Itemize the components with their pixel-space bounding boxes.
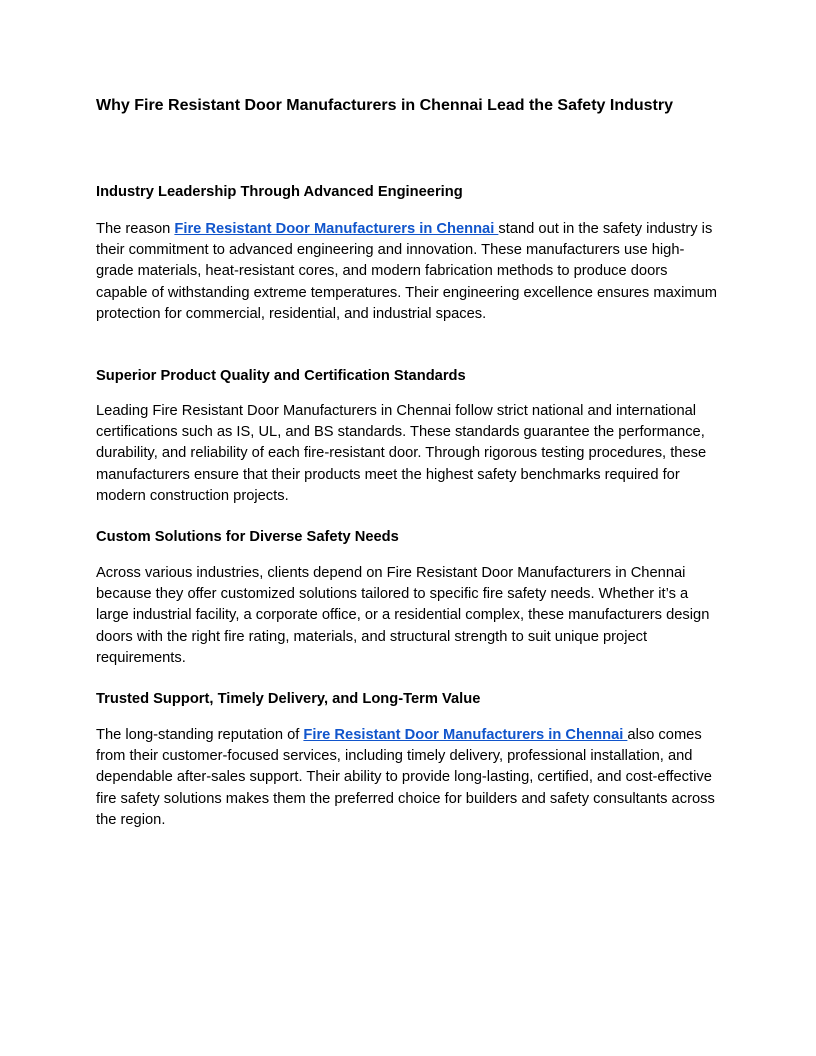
section-heading-custom: Custom Solutions for Diverse Safety Needs — [96, 529, 399, 545]
fire-door-manufacturers-link[interactable]: Fire Resistant Door Manufacturers in Chennai — [303, 727, 628, 743]
section-body-custom: Across various industries, clients depend on Fire Resistant Door Manufacturers in Chennai because they offer customized solutions tailored to specific fire safety needs. Whether it’s a large industrial facility, a corporate office, or a residential complex, these manufacturers design doors with the right fire rating, materials, and structural strength to suit unique project requirements. — [96, 565, 710, 666]
section-heading-support: Trusted Support, Timely Delivery, and Long-Term Value — [96, 691, 481, 707]
section-body-support — [96, 725, 720, 831]
document-title: Why Fire Resistant Door Manufacturers in Chennai Lead the Safety Industry — [96, 97, 673, 114]
body-text: The long-standing reputation of — [96, 727, 304, 743]
section-heading-engineering: Industry Leadership Through Advanced Engineering — [96, 184, 463, 200]
fire-door-manufacturers-link[interactable]: Fire Resistant Door Manufacturers in Chennai — [174, 221, 499, 237]
body-text: also comes from their customer-focused services, including timely delivery, professional installation, and dependable after-sales support. Their ability to provide long-lasting, certified, and cost-effective fire safety solutions makes them the preferred choice for builders and safety consultants across the region. — [96, 727, 715, 828]
section-heading-quality: Superior Product Quality and Certification Standards — [96, 368, 466, 384]
body-text: stand out in the safety industry is their commitment to advanced engineering and innovation. These manufacturers use high-grade materials, heat-resistant cores, and modern fabrication methods to produce doors capable of withstanding extreme temperatures. Their engineering excellence ensures maximum protection for commercial, residential, and industrial spaces. — [96, 221, 718, 322]
document-page — [96, 94, 720, 828]
section-body-engineering — [96, 219, 720, 325]
section-body-quality: Leading Fire Resistant Door Manufacturers in Chennai follow strict national and international certifications such as IS, UL, and BS standards. These standards guarantee the performance, durability, and reliability of each fire-resistant door. Through rigorous testing procedures, these manufacturers ensure that their products meet the highest safety benchmarks required for modern construction projects. — [96, 403, 707, 504]
body-text: The reason — [96, 221, 175, 237]
